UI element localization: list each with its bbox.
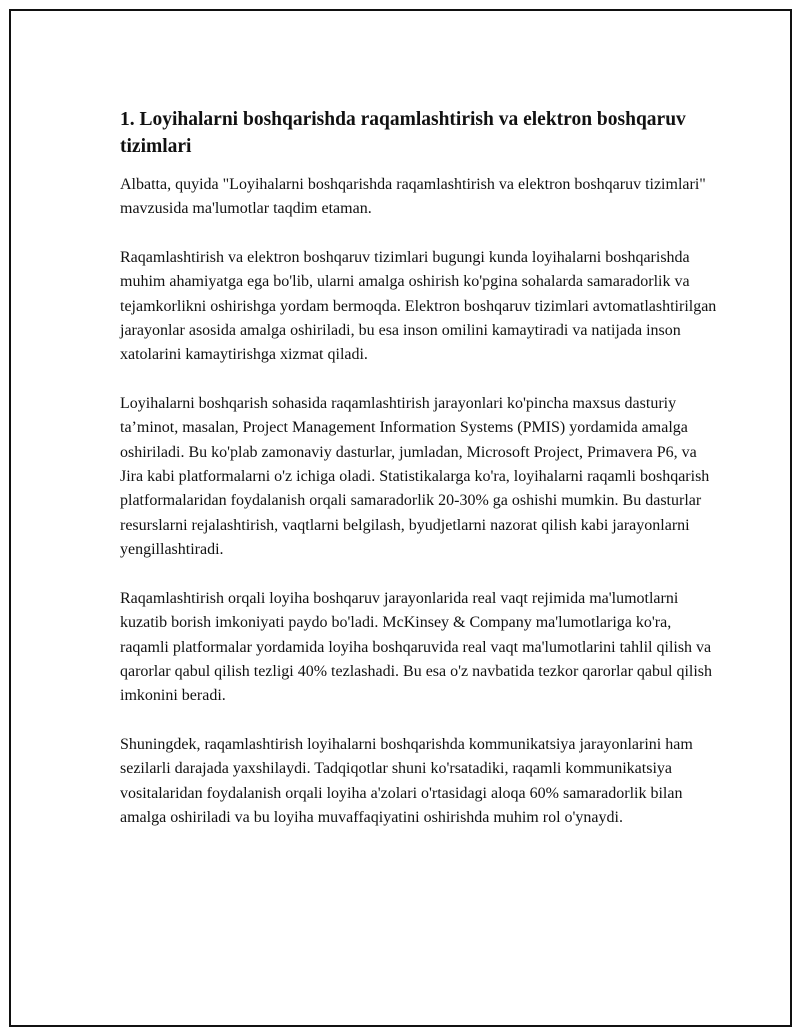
page-frame [9, 9, 792, 1027]
paragraph-real-time-data: Raqamlashtirish orqali loyiha boshqaruv jarayonlarida real vaqt rejimida ma'lumotlarni kuzatib borish imkoniyati paydo bo'ladi. McKinsey & Company ma'lumotlariga ko'ra, raqamli platformalar yordamida loyiha boshqaruvida real vaqt ma'lumotlarini tahlil qilish va qarorlar qabul qilish tezligi 40% tezlashadi. Bu esa o'z navbatida tezkor qarorlar qabul qilish imkonini beradi. [120, 589, 713, 705]
document-body [120, 106, 720, 854]
section-heading: 1. Loyihalarni boshqarishda raqamlashtirish va elektron boshqaruv tizimlari [120, 109, 686, 157]
paragraph-pmis-software: Loyihalarni boshqarish sohasida raqamlashtirish jarayonlari ko'pincha maxsus dasturiy ta’minot, masalan, Project Management Information Systems (PMIS) yordamida amalga oshiriladi. Bu ko'plab zamonaviy dasturlar, jumladan, Microsoft Project, Primavera P6, va Jira kabi platformalarni o'z ichiga oladi. Statistikalarga ko'ra, loyihalarni raqamli boshqarish platformalaridan foydalanish orqali samaradorlik 20-30% ga oshishi mumkin. Bu dasturlar resurslarni rejalashtirish, vaqtlarni belgilash, byudjetlarni nazorat qilish kabi jarayonlarni yengillashtiradi. [120, 394, 710, 559]
paragraph-electronic-systems: Raqamlashtirish va elektron boshqaruv tizimlari bugungi kunda loyihalarni boshqarishda muhim ahamiyatga ega bo'lib, ularni amalga oshirish ko'pgina sohalarda samaradorlik va tejamkorlikni oshirishga yordam bermoqda. Elektron boshqaruv tizimlari avtomatlashtirilgan jarayonlar asosida amalga oshiriladi, bu esa inson omilini kamaytiradi va natijada inson xatolarini kamaytirishga xizmat qiladi. [120, 248, 717, 364]
paragraph-communication: Shuningdek, raqamlashtirish loyihalarni boshqarishda kommunikatsiya jarayonlarini ham sezilarli darajada yaxshilaydi. Tadqiqotlar shuni ko'rsatadiki, raqamli kommunikatsiya vositalaridan foydalanish orqali loyiha a'zolari o'rtasidagi aloqa 60% samaradorlik bilan amalga oshiriladi va bu loyiha muvaffaqiyatini oshirishda muhim rol o'ynaydi. [120, 735, 693, 826]
paragraph-intro: Albatta, quyida "Loyihalarni boshqarishda raqamlashtirish va elektron boshqaruv tizimlari" mavzusida ma'lumotlar taqdim etaman. [120, 176, 706, 218]
